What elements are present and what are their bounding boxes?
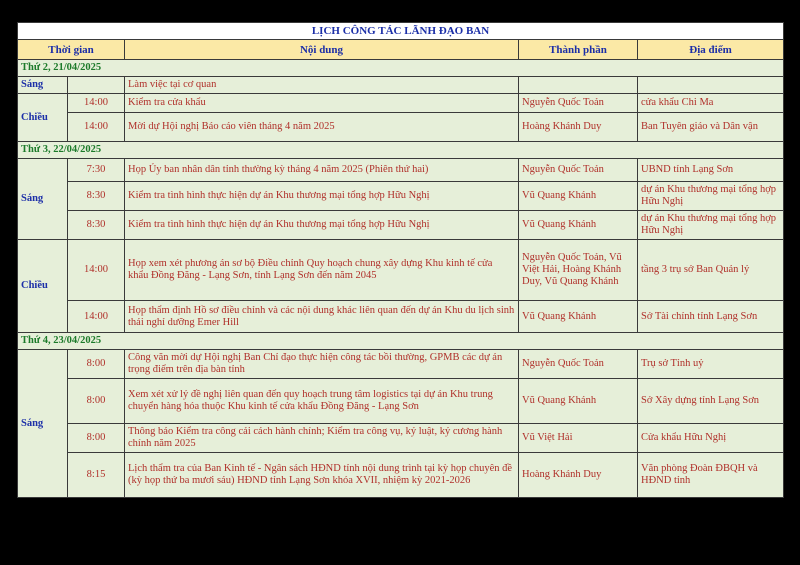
day-label: Thứ 4, 23/04/2025 bbox=[18, 333, 784, 350]
header-row bbox=[18, 40, 784, 60]
schedule-sheet bbox=[17, 22, 783, 498]
content-cell: Thông báo Kiểm tra công cải cách hành chính; Kiểm tra công vụ, kỷ luật, kỷ cương hành chính năm 2025 bbox=[125, 424, 519, 453]
members-cell: Nguyễn Quốc Toản bbox=[519, 94, 638, 113]
schedule-row bbox=[18, 94, 784, 113]
place-cell bbox=[638, 77, 784, 94]
content-cell: Họp thẩm định Hồ sơ điều chỉnh và các nội dung khác liên quan đến dự án Khu du lịch sinh thái nghỉ dưỡng Emer Hill bbox=[125, 301, 519, 333]
time-cell: 8:00 bbox=[68, 350, 125, 379]
time-cell: 8:00 bbox=[68, 424, 125, 453]
place-cell: dự án Khu thương mại tổng hợp Hữu Nghị bbox=[638, 211, 784, 240]
time-cell bbox=[68, 77, 125, 94]
members-cell: Hoàng Khánh Duy bbox=[519, 453, 638, 498]
schedule-row bbox=[18, 301, 784, 333]
content-cell: Họp Ủy ban nhân dân tỉnh thường kỳ tháng 4 năm 2025 (Phiên thứ hai) bbox=[125, 159, 519, 182]
day-row bbox=[18, 333, 784, 350]
content-cell: Xem xét xử lý đề nghị liên quan đến quy hoạch trung tâm logistics tại dự án Khu trung chuyển hàng hóa thuộc Khu kinh tế cửa khẩu Đồng Đăng - Lạng Sơn bbox=[125, 379, 519, 424]
header-members: Thành phần bbox=[519, 40, 638, 60]
content-cell: Mời dự Hội nghị Báo cáo viên tháng 4 năm 2025 bbox=[125, 113, 519, 142]
day-row bbox=[18, 142, 784, 159]
schedule-table bbox=[17, 22, 784, 498]
day-label: Thứ 3, 22/04/2025 bbox=[18, 142, 784, 159]
session-label: Sáng bbox=[18, 77, 68, 94]
place-cell: UBND tỉnh Lạng Sơn bbox=[638, 159, 784, 182]
day-row bbox=[18, 60, 784, 77]
place-cell: Cửa khẩu Hữu Nghị bbox=[638, 424, 784, 453]
place-cell: tầng 3 trụ sở Ban Quản lý bbox=[638, 240, 784, 301]
time-cell: 14:00 bbox=[68, 240, 125, 301]
session-label: Chiều bbox=[18, 240, 68, 333]
schedule-row bbox=[18, 453, 784, 498]
schedule-row bbox=[18, 211, 784, 240]
day-label: Thứ 2, 21/04/2025 bbox=[18, 60, 784, 77]
schedule-row bbox=[18, 182, 784, 211]
page-title: LỊCH CÔNG TÁC LÃNH ĐẠO BAN bbox=[18, 23, 784, 40]
content-cell: Kiểm tra cửa khẩu bbox=[125, 94, 519, 113]
schedule-row bbox=[18, 379, 784, 424]
members-cell: Nguyễn Quốc Toản bbox=[519, 159, 638, 182]
time-cell: 8:15 bbox=[68, 453, 125, 498]
members-cell: Nguyễn Quốc Toản bbox=[519, 350, 638, 379]
place-cell: cửa khẩu Chi Ma bbox=[638, 94, 784, 113]
members-cell: Vũ Quang Khánh bbox=[519, 301, 638, 333]
content-cell: Lịch thẩm tra của Ban Kinh tế - Ngân sách HĐND tỉnh nội dung trình tại kỳ họp chuyên đề (kỳ họp thứ ba mươi sáu) HĐND tỉnh Lạng Sơn khóa XVII, nhiệm kỳ 2021-2026 bbox=[125, 453, 519, 498]
members-cell: Vũ Việt Hải bbox=[519, 424, 638, 453]
content-cell: Làm việc tại cơ quan bbox=[125, 77, 519, 94]
time-cell: 8:30 bbox=[68, 211, 125, 240]
schedule-row bbox=[18, 240, 784, 301]
header-place: Địa điểm bbox=[638, 40, 784, 60]
members-cell bbox=[519, 77, 638, 94]
content-cell: Kiểm tra tình hình thực hiện dự án Khu thương mại tổng hợp Hữu Nghị bbox=[125, 211, 519, 240]
time-cell: 7:30 bbox=[68, 159, 125, 182]
schedule-row bbox=[18, 350, 784, 379]
place-cell: Sở Xây dựng tỉnh Lạng Sơn bbox=[638, 379, 784, 424]
schedule-row bbox=[18, 159, 784, 182]
schedule-row bbox=[18, 424, 784, 453]
members-cell: Nguyễn Quốc Toản, Vũ Việt Hải, Hoàng Khánh Duy, Vũ Quang Khánh bbox=[519, 240, 638, 301]
members-cell: Hoàng Khánh Duy bbox=[519, 113, 638, 142]
time-cell: 14:00 bbox=[68, 94, 125, 113]
members-cell: Vũ Quang Khánh bbox=[519, 182, 638, 211]
header-time: Thời gian bbox=[18, 40, 125, 60]
header-content: Nội dung bbox=[125, 40, 519, 60]
place-cell: Sở Tài chính tỉnh Lạng Sơn bbox=[638, 301, 784, 333]
time-cell: 8:00 bbox=[68, 379, 125, 424]
time-cell: 14:00 bbox=[68, 113, 125, 142]
session-label: Chiều bbox=[18, 94, 68, 142]
session-label: Sáng bbox=[18, 159, 68, 240]
session-label: Sáng bbox=[18, 350, 68, 498]
place-cell: Trụ sở Tỉnh uỷ bbox=[638, 350, 784, 379]
members-cell: Vũ Quang Khánh bbox=[519, 379, 638, 424]
time-cell: 8:30 bbox=[68, 182, 125, 211]
members-cell: Vũ Quang Khánh bbox=[519, 211, 638, 240]
content-cell: Kiểm tra tình hình thực hiện dự án Khu thương mại tổng hợp Hữu Nghị bbox=[125, 182, 519, 211]
content-cell: Công văn mời dự Hội nghị Ban Chỉ đạo thực hiện công tác bồi thường, GPMB các dự án trọng điểm trên địa bàn tỉnh bbox=[125, 350, 519, 379]
schedule-row bbox=[18, 113, 784, 142]
place-cell: Ban Tuyên giáo và Dân vận bbox=[638, 113, 784, 142]
place-cell: dự án Khu thương mại tổng hợp Hữu Nghị bbox=[638, 182, 784, 211]
title-row bbox=[18, 23, 784, 40]
schedule-row bbox=[18, 77, 784, 94]
time-cell: 14:00 bbox=[68, 301, 125, 333]
content-cell: Họp xem xét phương án sơ bộ Điều chỉnh Quy hoạch chung xây dựng Khu kinh tế cửa khẩu Đồng Đăng - Lạng Sơn, tỉnh Lạng Sơn đến năm 2045 bbox=[125, 240, 519, 301]
place-cell: Văn phòng Đoàn ĐBQH và HĐND tỉnh bbox=[638, 453, 784, 498]
